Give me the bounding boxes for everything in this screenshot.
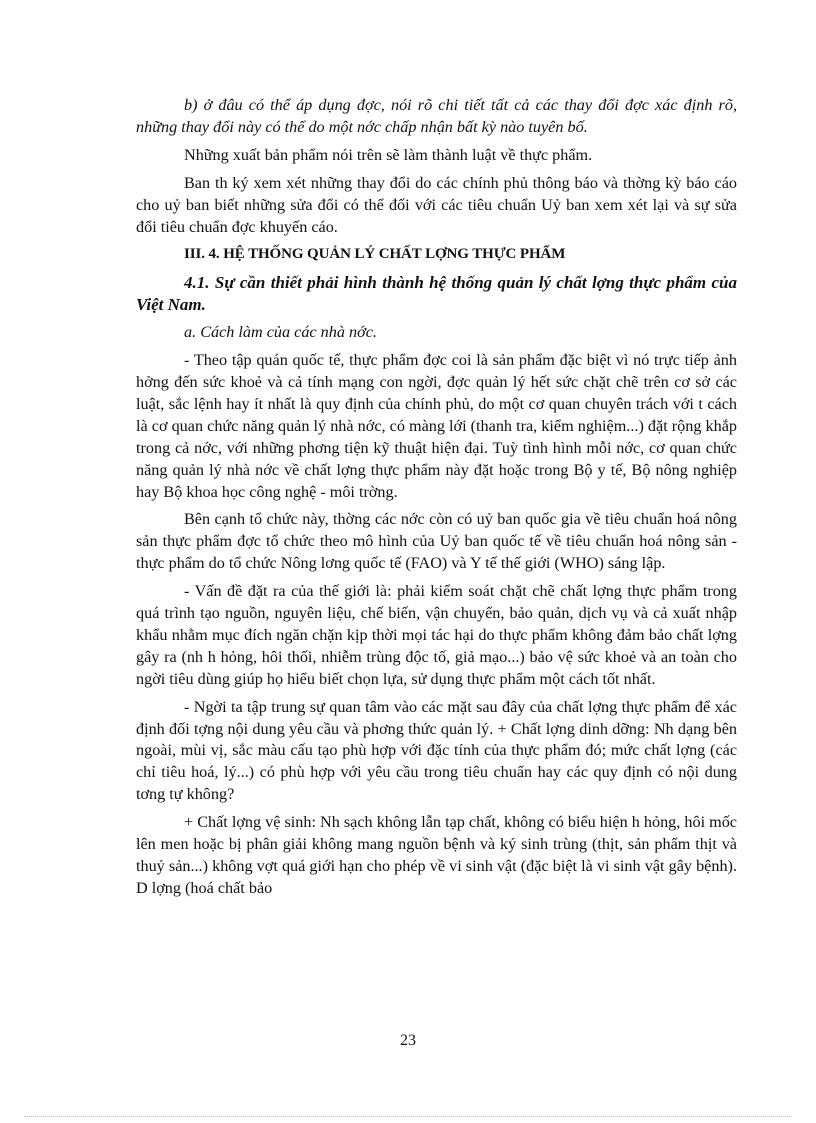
- section-heading: III. 4. HỆ THỐNG QUẢN LÝ CHẤT LỢNG THỰC PHẨM: [184, 246, 566, 263]
- paragraph-publications: Những xuất bản phẩm nói trên sẽ làm thành luật về thực phẩm.: [184, 145, 593, 164]
- paragraph-b-italic: b) ở đâu có thể áp dụng đợc, nói rõ chi tiết tất cả các thay đổi đợc xác định rõ, những thay đổi này có thể do một nớc chấp nhận bất kỳ nào tuyên bố.: [136, 96, 737, 136]
- paragraph-world-issue: - Vấn đề đặt ra của thế giới là: phải kiểm soát chặt chẽ chất lợng thực phẩm trong quá trình tạo nguồn, nguyên liệu, chế biến, vận chuyển, bảo quản, dịch vụ và cả xuất nhập khẩu nhằm mục đích ngăn chặn kịp thời mọi tác hại do thực phẩm không đảm bảo chất lợng gây ra (nh h hỏng, hôi thối, nhiễm trùng độc tố, giả mạo...) bảo vệ sức khoẻ và an toàn cho ngời tiêu dùng giúp họ hiểu biết chọn lựa, sử dụng thực phẩm một cách tốt nhất.: [136, 582, 737, 688]
- paragraph-hygiene-quality: + Chất lợng vệ sinh: Nh sạch không lẫn tạp chất, không có biểu hiện h hỏng, hôi mốc lên men hoặc bị phân giải không mang nguồn bệnh và ký sinh trùng (thịt, sản phẩm thịt và thuỷ sản...) không vợt quá giới hạn cho phép về vi sinh vật (đặc biệt là vi sinh vật gây bệnh). D lợng (hoá chất bảo: [136, 813, 737, 897]
- paragraph-national-committee: Bên cạnh tổ chức này, thờng các nớc còn có uỷ ban quốc gia về tiêu chuẩn hoá nông sản thực phẩm đợc tổ chức theo mô hình của Uỷ ban quốc tế về tiêu chuẩn hoá nông sản - thực phẩm do tổ chức Nông lơng quốc tế (FAO) và Y tế thế giới (WHO) sáng lập.: [136, 510, 737, 573]
- subsection-heading: 4.1. Sự cần thiết phải hình thành hệ thống quản lý chất lợng thực phẩm của Việt Nam.: [136, 273, 737, 315]
- paragraph-secretariat: Ban th ký xem xét những thay đổi do các chính phủ thông báo và thờng kỳ báo cáo cho uỷ ban biết những sửa đổi có thể đối với các tiêu chuẩn Uỷ ban xem xét lại và sự sửa đổi tiêu chuẩn đợc khuyến cáo.: [136, 173, 737, 236]
- paragraph-quality-aspects: - Ngời ta tập trung sự quan tâm vào các mặt sau đây của chất lợng thực phẩm để xác định đối tợng nội dung yêu cầu và phơng thức quản lý. + Chất lợng dinh dỡng: Nh dạng bên ngoài, mùi vị, sắc màu cấu tạo phù hợp với đặc tính của thực phẩm đó; mức chất lợng (các chỉ tiêu hoá, lý...) có phù hợp với yêu cầu trong tiêu chuẩn hay các quy định có nội dung tơng tự không?: [136, 697, 737, 804]
- paragraph-international-practice: - Theo tập quán quốc tế, thực phẩm đợc coi là sản phẩm đặc biệt vì nó trực tiếp ảnh hởng đến sức khoẻ và cả tính mạng con ngời, đợc quản lý hết sức chặt chẽ trên cơ sở các luật, sắc lệnh hay ít nhất là quy định của chính phủ, do một cơ quan chuyên trách với t cách là cơ quan chức năng quản lý nhà nớc, có màng lới (thanh tra, kiểm nghiệm...) đặt rộng khắp trong cả nớc, với những phơng tiện kỹ thuật hiện đại. Tuỳ tình hình mỗi nớc, cơ quan chức năng quản lý nhà nớc về chất lợng thực phẩm này đặt hoặc trong Bộ y tế, Bộ nông nghiệp hay Bộ khoa học công nghệ - môi trờng.: [136, 351, 737, 501]
- footer-divider: [24, 1116, 792, 1117]
- page-number: 23: [400, 1032, 416, 1049]
- body-text: [136, 95, 737, 906]
- paragraph-a-italic: a. Cách làm của các nhà nớc.: [184, 323, 377, 342]
